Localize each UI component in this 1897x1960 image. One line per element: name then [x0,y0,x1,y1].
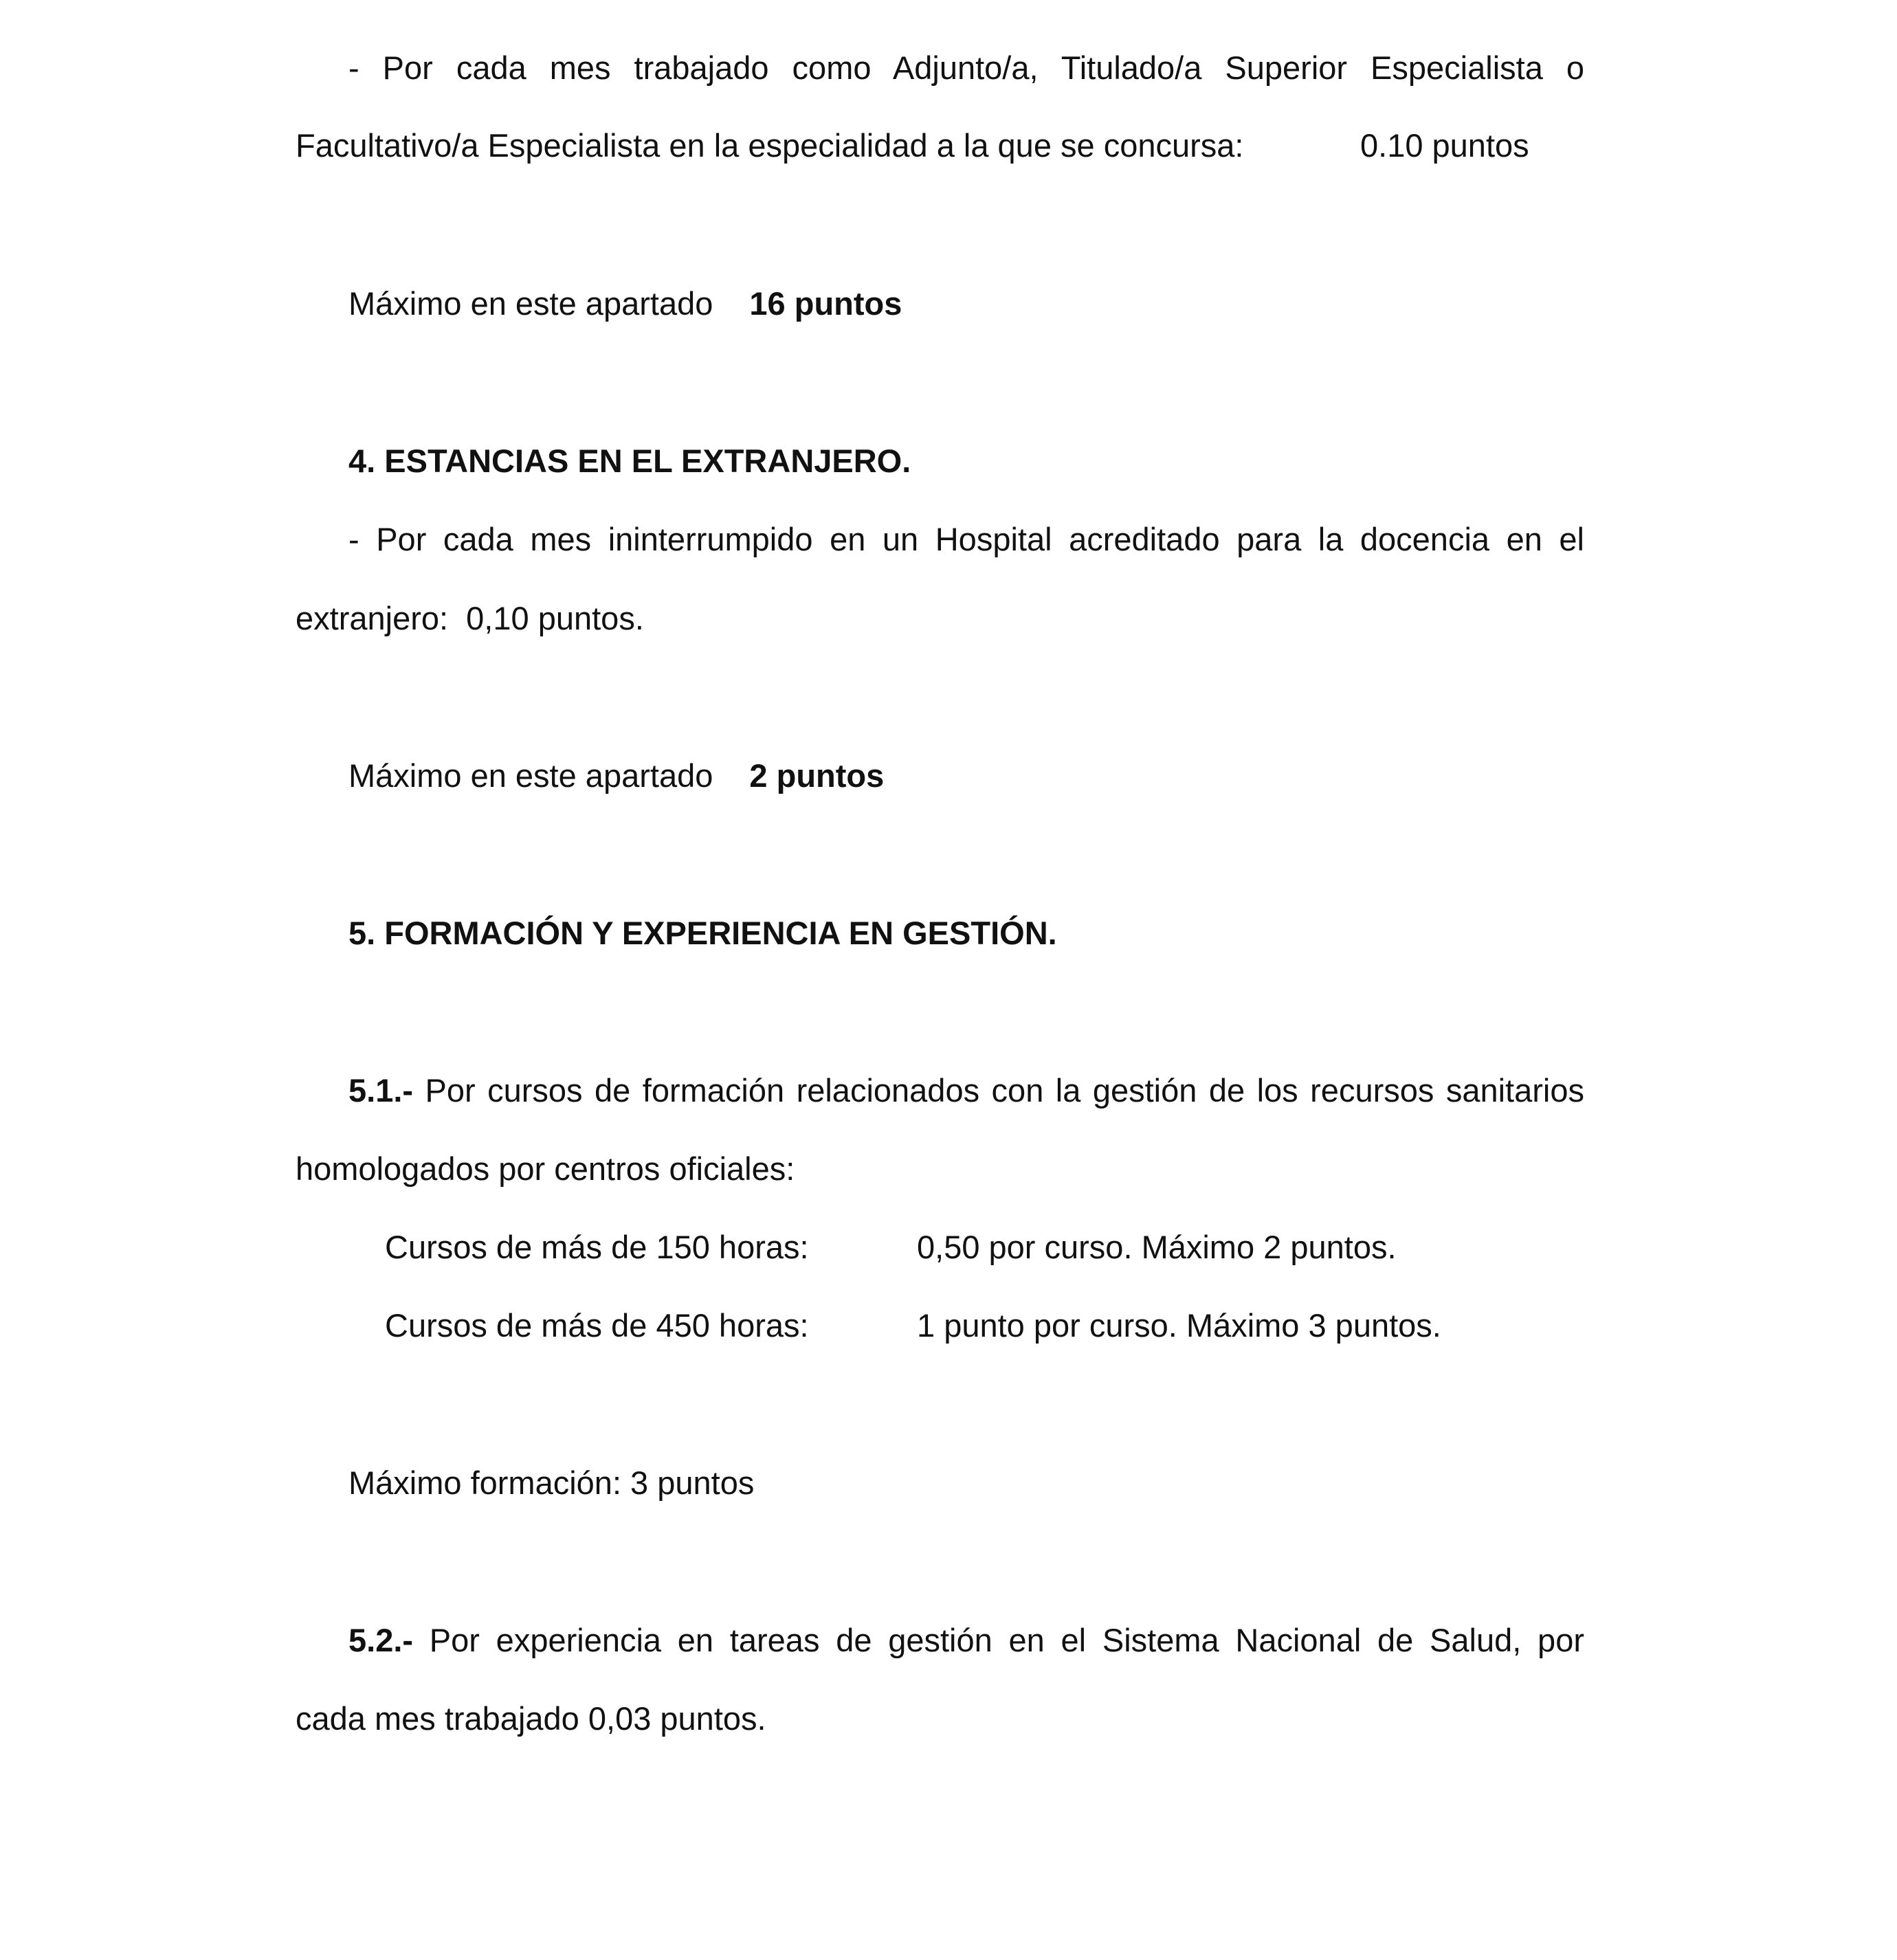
section-5-heading: 5. FORMACIÓN Y EXPERIENCIA EN GESTIÓN. [348,915,1057,951]
course-row-value: 1 punto por curso. Máximo 3 puntos. [917,1307,1441,1344]
paragraph-1-line-2: Facultativo/a Especialista en la especialidad a la que se concursa: [296,127,1244,164]
section-4-line-2: extranjero: 0,10 puntos. [296,600,644,636]
max-section-3-value: 16 puntos [749,285,902,322]
max-formacion: Máximo formación: 3 puntos [348,1465,755,1501]
section-5-2-number: 5.2.- [348,1622,414,1658]
section-4-heading: 4. ESTANCIAS EN EL EXTRANJERO. [348,443,911,479]
max-section-4-value: 2 puntos [749,757,885,794]
section-4-line-1: - Por cada mes ininterrumpido en un Hospital acreditado para la docencia en el [348,521,1584,557]
paragraph-1-value: 0.10 puntos [1360,127,1529,164]
max-section-4 [348,759,884,792]
section-5-1-text: Por cursos de formación relacionados con la gestión de los recursos sanitarios [425,1072,1584,1109]
course-row-label: Cursos de más de 150 horas: [385,1229,809,1265]
course-row-label: Cursos de más de 450 horas: [385,1307,809,1344]
paragraph-1-line-1: - Por cada mes trabajado como Adjunto/a, Titulado/a Superior Especialista o [348,49,1584,86]
section-5-2-line-1 [348,1624,1584,1656]
course-row-value: 0,50 por curso. Máximo 2 puntos. [917,1229,1397,1265]
section-5-1-line-1 [348,1072,1584,1109]
section-5-2-line-2: cada mes trabajado 0,03 puntos. [296,1700,766,1737]
section-5-2-text: Por experiencia en tareas de gestión en el Sistema Nacional de Salud, por [429,1622,1584,1658]
max-section-4-label: Máximo en este apartado [348,757,713,794]
max-section-3 [348,287,902,320]
section-5-1-line-2: homologados por centros oficiales: [296,1150,795,1187]
max-section-3-label: Máximo en este apartado [348,285,713,322]
section-5-1-number: 5.1.- [348,1072,414,1109]
